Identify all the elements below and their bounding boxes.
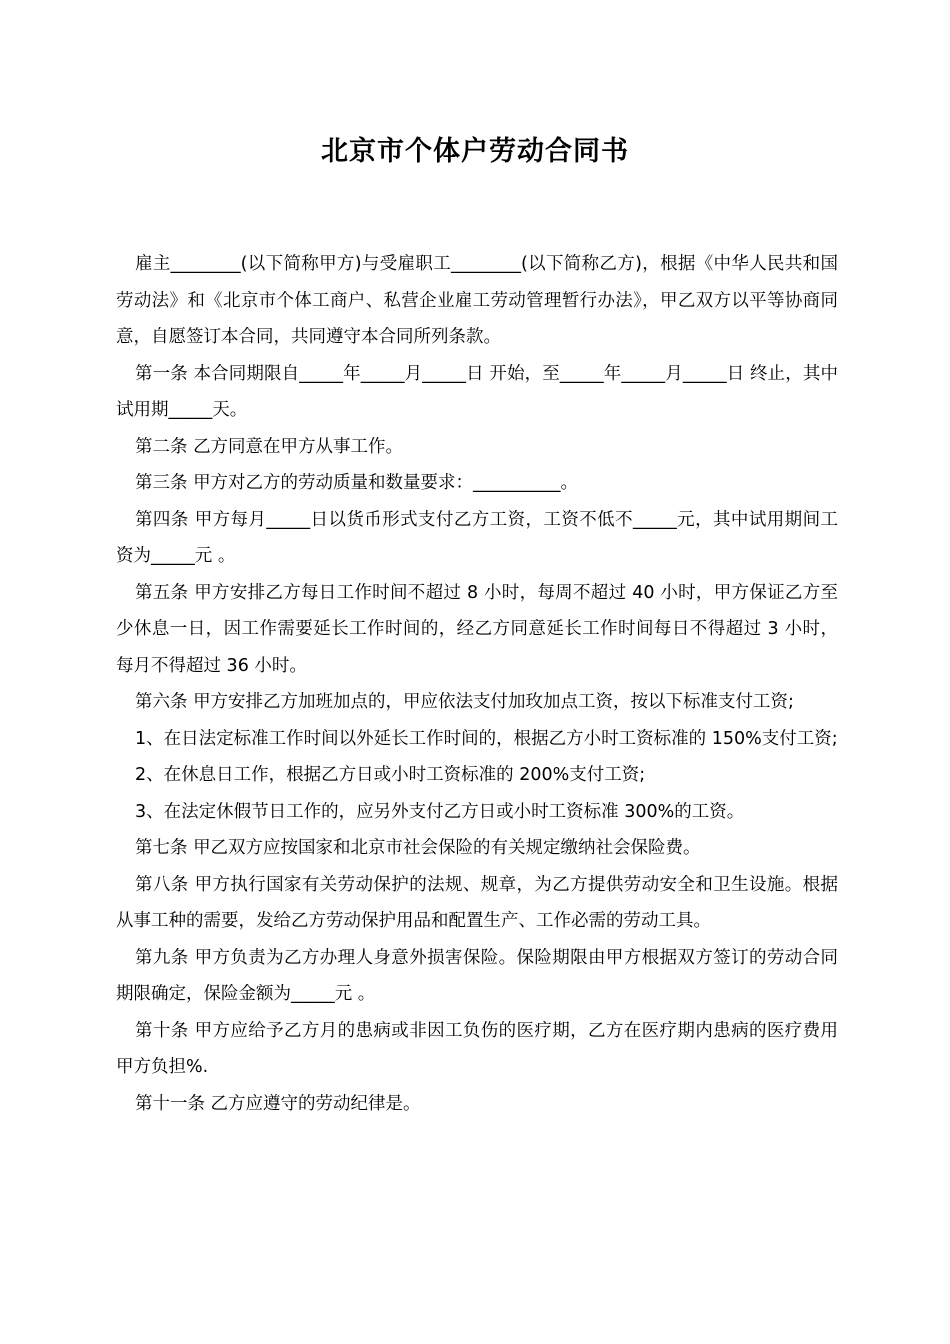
article-10: 第十条 甲方应给予乙方月的患病或非因工负伤的医疗期，乙方在医疗期内患病的医疗费用甲方负担%. — [116, 1020, 838, 1077]
article-6-item-1: 1、在日法定标准工作时间以外延长工作时间的，根据乙方小时工资标准的 150%支付工资; — [135, 728, 838, 749]
article-2: 第二条 乙方同意在甲方从事工作。 — [135, 436, 404, 457]
preamble-paragraph: 雇主________(以下简称甲方)与受雇职工________(以下简称乙方)，根据《中华人民共和国劳动法》和《北京市个体工商户、私营企业雇工劳动管理暂行办法》，甲乙双方以平等协商同意，自愿签订本合同，共同遵守本合同所列条款。 — [116, 254, 838, 347]
article-7: 第七条 甲乙双方应按国家和北京市社会保险的有关规定缴纳社会保险费。 — [135, 838, 701, 858]
article-8: 第八条 甲方执行国家有关劳动保护的法规、规章，为乙方提供劳动安全和卫生设施。根据从事工种的需要，发给乙方劳动保护用品和配置生产、工作必需的劳动工具。 — [116, 874, 838, 931]
document-body — [116, 246, 838, 1122]
article-4: 第四条 甲方每月_____日以货币形式支付乙方工资，工资不低不_____元，其中试用期间工资为_____元 。 — [116, 509, 838, 566]
article-6-item-2: 2、在休息日工作，根据乙方日或小时工资标准的 200%支付工资; — [135, 765, 646, 785]
article-1: 第一条 本合同期限自_____年_____月_____日 开始，至_____年_____月_____日 终止，其中试用期_____天。 — [116, 363, 838, 420]
document-title: 北京市个体户劳动合同书 — [321, 136, 629, 167]
article-3: 第三条 甲方对乙方的劳动质量和数量要求：__________。 — [135, 473, 579, 493]
article-5: 第五条 甲方安排乙方每日工作时间不超过 8 小时，每周不超过 40 小时，甲方保证乙方至少休息一日，因工作需要延长工作时间的，经乙方同意延长工作时间每日不得超过 3 小时，每月不得超过 36 小时。 — [116, 582, 838, 676]
article-9: 第九条 甲方负责为乙方办理人身意外损害保险。保险期限由甲方根据双方签订的劳动合同期限确定，保险金额为_____元 。 — [116, 947, 838, 1004]
article-6: 第六条 甲方安排乙方加班加点的，甲应依法支付加玫加点工资，按以下标准支付工资; — [135, 692, 794, 712]
article-6-item-3: 3、在法定休假节日工作的，应另外支付乙方日或小时工资标准 300%的工资。 — [135, 801, 745, 822]
article-11: 第十一条 乙方应遵守的劳动纪律是。 — [135, 1093, 421, 1114]
